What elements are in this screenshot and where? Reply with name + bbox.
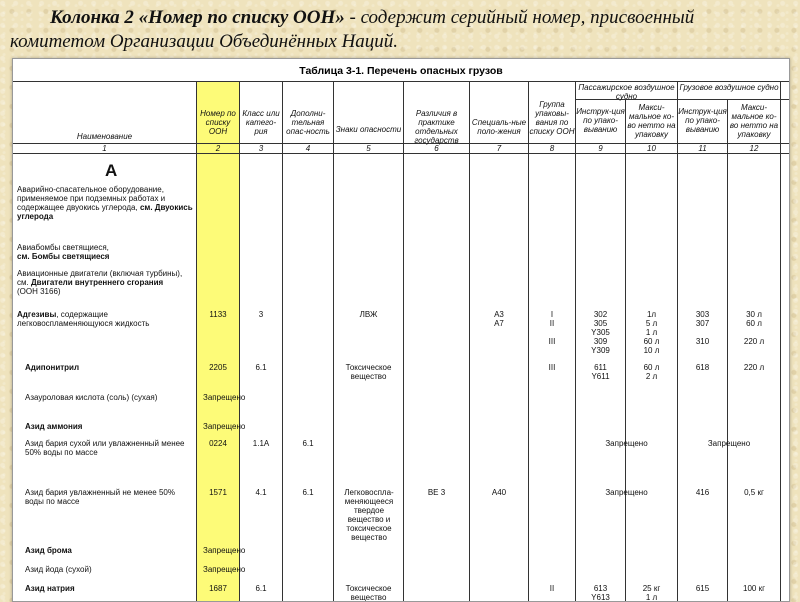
row-adhesives-p-instr: 302 305 Y305 309 Y309 — [591, 310, 610, 355]
col-number-12: 12 — [749, 144, 759, 153]
row-barium-azide-wet-signs: Легковоспла-меняющееся твердое вещество и токсическое вещество — [344, 488, 394, 542]
row-adiponitrile-c-max: 220 л — [743, 363, 765, 372]
col-number-3: 3 — [258, 144, 264, 153]
header-cargo-instruction: Инструк-ция по упако-выванию — [678, 107, 727, 134]
row-sodium-azide-p-instr: 613 Y613 — [591, 584, 610, 602]
row-adiponitrile-p-max: 60 л 2 л — [643, 363, 660, 381]
header-cargo-max: Макси-мальное ко-во нетто на упаковку — [729, 103, 779, 139]
header-passenger-max: Макси-мальное ко-во нетто на упаковку — [627, 103, 676, 139]
col-number-5: 5 — [366, 144, 371, 153]
row-barium-azide-dry-class: 1.1A — [252, 439, 270, 448]
row-adhesives-signs: ЛВЖ — [359, 310, 378, 319]
row-barium-azide-dry-passenger: Запрещено — [605, 439, 648, 448]
row-adhesives-name: Адгезивы — [17, 310, 57, 319]
row-adiponitrile-name: Адипонитрил — [25, 363, 80, 372]
row-adiponitrile-signs: Токсическое вещество — [345, 363, 392, 381]
row-aircraft-engines — [17, 269, 193, 296]
row-barium-azide-wet-special: A40 — [491, 488, 507, 497]
row-sodium-azide-un: 1687 — [209, 584, 227, 593]
row-emergency-equipment — [17, 185, 193, 221]
row-barium-azide-wet-diff: BE 3 — [427, 488, 446, 497]
col-number-8: 8 — [549, 144, 555, 153]
col-number-9: 9 — [598, 144, 603, 153]
row-barium-azide-wet-name: Азид бария увлажненный не менее 50% воды по массе — [25, 488, 175, 506]
header-additional: Дополни-тельная опас-ность — [286, 109, 330, 136]
row-adiponitrile-c-instr: 618 — [695, 363, 710, 372]
row-iodine-azide-forbidden: Запрещено — [203, 565, 246, 574]
row-sodium-azide-signs: Токсическое вещество — [345, 584, 392, 602]
table-title: Таблица 3-1. Перечень опасных грузов — [299, 65, 503, 77]
header-name: Наименование — [76, 132, 133, 141]
header-cargo: Грузовое воздушное судно — [679, 83, 779, 92]
row-barium-azide-wet-c-instr: 416 — [695, 488, 710, 497]
col-number-2: 2 — [215, 144, 221, 153]
row-ammonium-azide-forbidden: Запрещено — [203, 422, 246, 431]
row-barium-azide-dry-un: 0224 — [209, 439, 227, 448]
row-barium-azide-wet-class: 4.1 — [255, 488, 267, 497]
row-sodium-azide-name: Азид натрия — [25, 584, 75, 593]
row-sodium-azide-p-max: 25 кг 1 л — [642, 584, 661, 602]
row-adiponitrile-p-instr: 611 Y611 — [591, 363, 610, 381]
caption-rest: - содержит серийный номер, присвоенный комитетом Организации Объединённых Наций. — [10, 7, 695, 52]
row-engines-ref: Двигатели внутреннего сгорания — [30, 278, 164, 287]
header-signs: Знаки опасности — [335, 125, 402, 134]
row-adhesives-p-max: 1л 5 л 1 л 60 л 10 л — [643, 310, 660, 355]
row-bromine-azide-forbidden: Запрещено — [203, 546, 246, 555]
col-number-1: 1 — [102, 144, 107, 153]
row-ammonium-azide-name: Азид аммония — [25, 422, 83, 431]
header-un-number: Номер по списку ООН — [200, 109, 236, 136]
row-flares-ref: см. Бомбы светящиеся — [17, 252, 110, 261]
caption-lead: Колонка 2 «Номер по списку ООН» — [50, 7, 345, 28]
col-number-6: 6 — [434, 144, 439, 153]
col-number-10: 10 — [647, 144, 656, 153]
row-iodine-azide-name: Азид йода (сухой) — [25, 565, 92, 574]
header-class: Класс или катего-рия — [242, 109, 280, 136]
row-emergency-equipment-name: Аварийно-спасательное оборудование, применяемое при подземных работах и содержащее двуокись углерода, — [17, 185, 166, 212]
row-flares-name: Авиабомбы светящиеся, — [17, 243, 109, 252]
header-group: Группа упаковы-вания по списку ООН — [529, 100, 575, 136]
row-sodium-azide-class: 6.1 — [255, 584, 267, 593]
row-adiponitrile-un: 2205 — [209, 363, 227, 372]
row-adhesives — [17, 310, 193, 328]
row-adhesives-c-instr: 303 307 310 — [695, 310, 710, 346]
col-number-11: 11 — [698, 144, 707, 153]
col-number-7: 7 — [496, 144, 502, 153]
row-adhesives-class: 3 — [258, 310, 264, 319]
section-letter: A — [105, 161, 118, 180]
row-engines-un: (ООН 3166) — [17, 287, 61, 296]
row-bromine-azide-name: Азид брома — [25, 546, 72, 555]
row-sodium-azide-c-max: 100 кг — [743, 584, 765, 593]
row-barium-azide-wet-additional: 6.1 — [302, 488, 314, 497]
row-adhesives-desc: , содержащие легковоспламеняющуюся жидкость — [17, 310, 150, 328]
row-sodium-azide-c-instr: 615 — [695, 584, 710, 593]
header-special: Специаль-ные поло-жения — [471, 118, 527, 136]
row-barium-azide-dry-name: Азид бария сухой или увлажненный менее 50% воды по массе — [25, 439, 185, 457]
row-engines-name: Авиационные двигатели (включая турбины), см. — [17, 269, 183, 287]
row-azaurolic-forbidden: Запрещено — [203, 393, 246, 402]
row-barium-azide-wet-passenger: Запрещено — [605, 488, 648, 497]
col-number-4: 4 — [305, 144, 311, 153]
row-flares — [17, 243, 193, 261]
table-scan — [12, 58, 790, 602]
row-barium-azide-wet-c-max: 0,5 кг — [744, 488, 764, 497]
row-adiponitrile-group: III — [548, 363, 556, 372]
row-adiponitrile-class: 6.1 — [255, 363, 267, 372]
slide-caption — [10, 6, 790, 54]
row-adhesives-group: I II III — [548, 310, 556, 346]
header-differences: Различия в практике отдельных государств — [414, 109, 459, 145]
row-azaurolic-name: Азауроловая кислота (соль) (сухая) — [25, 393, 158, 402]
row-barium-azide-dry-cargo: Запрещено — [707, 439, 751, 448]
row-adhesives-c-max: 30 л 60 л 220 л — [743, 310, 765, 346]
row-emergency-equipment-ref: см. Двуокись углерода — [17, 203, 193, 221]
row-adhesives-un: 1133 — [209, 310, 227, 319]
row-barium-azide-wet-un: 1571 — [209, 488, 227, 497]
row-adhesives-special: A3 A7 — [494, 310, 504, 328]
row-barium-azide-dry-additional: 6.1 — [302, 439, 314, 448]
header-passenger-instruction: Инструк-ция по упако-выванию — [576, 107, 625, 134]
header-passenger: Пассажирское воздушное судно — [578, 83, 675, 101]
row-sodium-azide-group: II — [549, 584, 555, 593]
